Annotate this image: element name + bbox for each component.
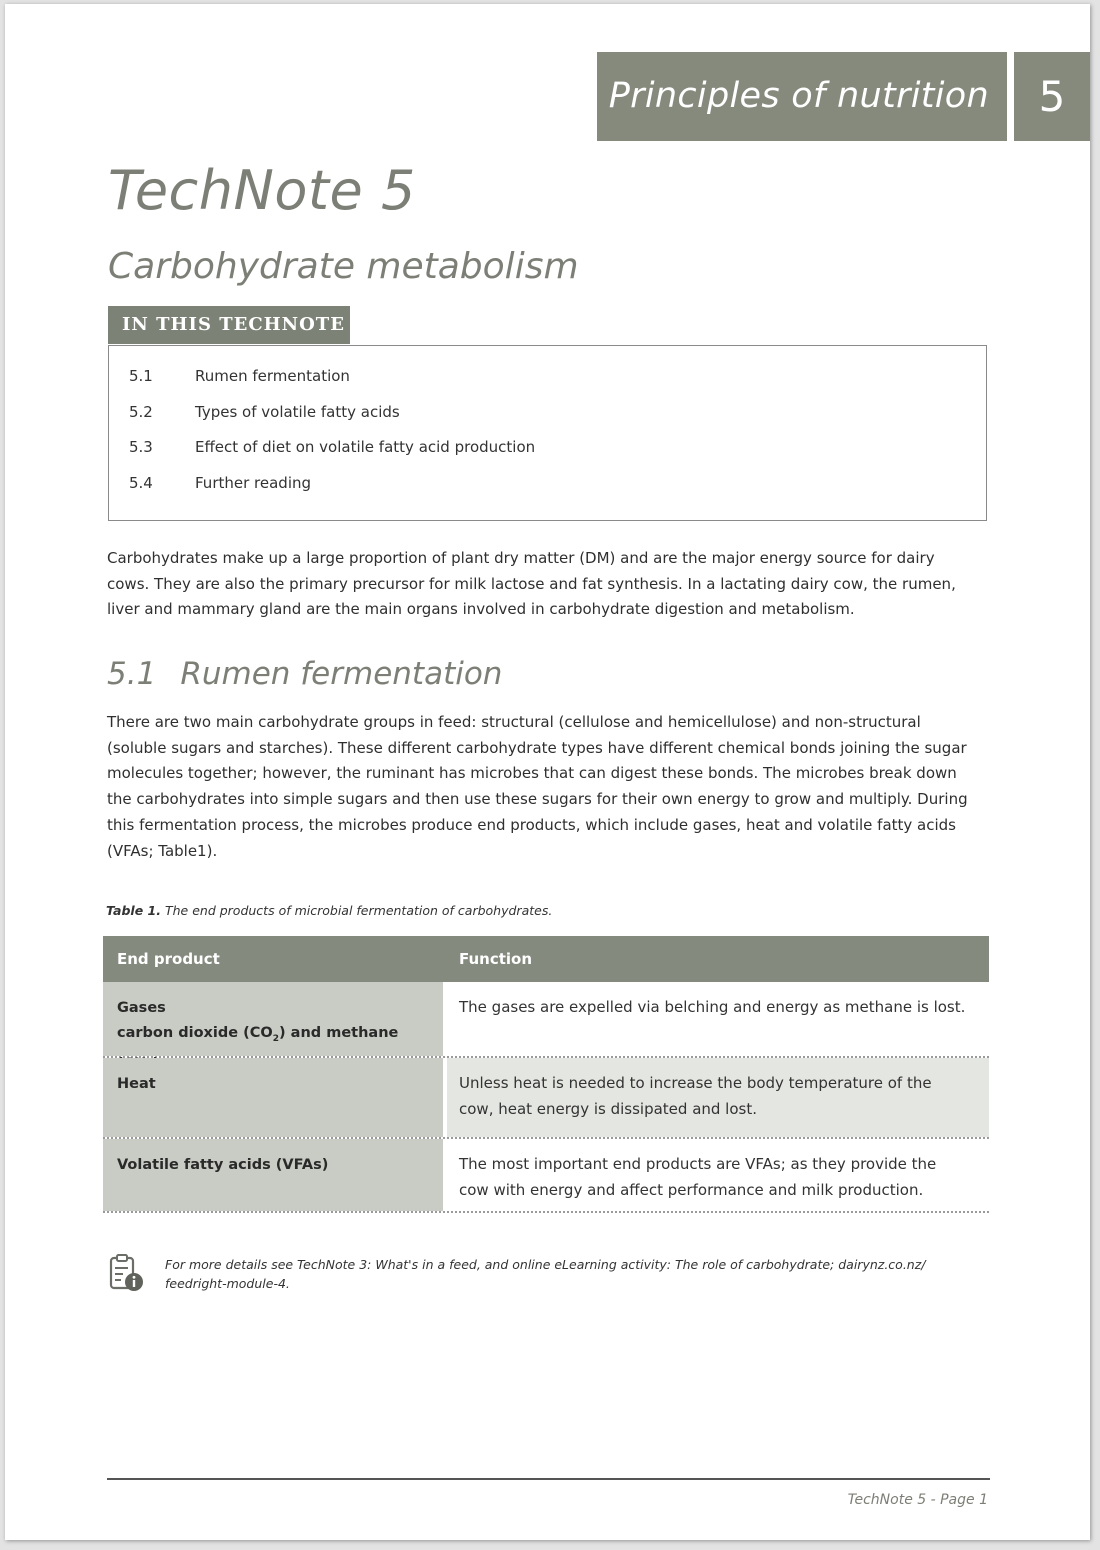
- page-subtitle: Carbohydrate metabolism: [108, 246, 579, 287]
- toc-item[interactable]: [129, 474, 311, 492]
- toc-item-number: 5.4: [129, 474, 153, 492]
- page-footer-label: TechNote 5 - Page 1: [847, 1492, 988, 1508]
- product-name: Gases: [117, 1000, 166, 1016]
- table-row: [103, 982, 989, 1058]
- document-page: [5, 4, 1090, 1540]
- footer-divider: [107, 1478, 990, 1480]
- end-products-table: [103, 936, 989, 1213]
- section-number-tab: 5: [1014, 52, 1090, 141]
- table-header-end-product: End product: [117, 950, 220, 968]
- toc-item-number: 5.2: [129, 403, 153, 421]
- toc-item-label: Effect of diet on volatile fatty acid production: [195, 438, 536, 456]
- table-cell-product: Volatile fatty acids (VFAs): [103, 1139, 445, 1211]
- table-header-row: [103, 936, 989, 982]
- toc-item-label: Further reading: [195, 474, 312, 492]
- section-title-tab: Principles of nutrition: [597, 52, 1007, 141]
- toc-item[interactable]: [129, 438, 535, 456]
- toc-item-number: 5.1: [129, 367, 153, 385]
- table-cell-product: Heat: [103, 1058, 445, 1137]
- info-document-icon: [108, 1253, 146, 1293]
- section-heading-label: Rumen fermentation: [180, 656, 503, 692]
- page-title: TechNote 5: [108, 159, 416, 222]
- toc-item-number: 5.3: [129, 438, 153, 456]
- section-heading: [107, 656, 502, 692]
- further-info-note: For more details see TechNote 3: What's in a feed, and online eLearning activity: The role of carbohydrate; dairynz.co.nz/ feedright-module-4.: [165, 1257, 926, 1291]
- table-caption: [106, 903, 552, 918]
- table-cell-product: [103, 982, 445, 1056]
- table-row: [103, 1139, 989, 1213]
- toc-box: [108, 345, 987, 521]
- intro-paragraph: Carbohydrates make up a large proportion of plant dry matter (DM) and are the major energy source for dairy cows. They are also the primary precursor for milk lactose and fat synthesis. In a lactating dairy cow, the rumen, liver and mammary gland are the main organs involved in carbohydrate digestion and metabolism.: [107, 549, 956, 619]
- table-row: [103, 1058, 989, 1139]
- toc-item-label: Rumen fermentation: [195, 367, 350, 385]
- table-caption-label: Table 1.: [106, 903, 161, 918]
- section-heading-number: 5.1: [107, 656, 157, 692]
- table-header-function: Function: [459, 950, 533, 968]
- toc-item-label: Types of volatile fatty acids: [195, 403, 400, 421]
- section-paragraph: There are two main carbohydrate groups in feed: structural (cellulose and hemicellulose) and non-structural (soluble sugars and starches). These different carbohydrate types have different chemical bonds joining the sugar molecules together; however, the ruminant has microbes that can digest these bonds. The microbes break down the carbohydrates into simple sugars and then use these sugars for their own energy to grow and multiply. During this fermentation process, the microbes produce end products, which include gases, heat and volatile fatty acids (VFAs; Table1).: [107, 713, 968, 860]
- toc-heading: IN THIS TECHNOTE: [108, 306, 350, 344]
- toc-item[interactable]: [129, 403, 400, 421]
- table-cell-function: Unless heat is needed to increase the body temperature of the cow, heat energy is dissipated and lost.: [447, 1058, 989, 1137]
- product-detail: carbon dioxide $(CO_2)$ and methane: [117, 1025, 399, 1044]
- table-cell-function: The gases are expelled via belching and energy as methane is lost.: [459, 998, 966, 1016]
- toc-item[interactable]: [129, 367, 350, 385]
- table-cell-function: The most important end products are VFAs; as they provide the cow with energy and affect performance and milk production.: [459, 1155, 937, 1199]
- table-caption-text: The end products of microbial fermentation of carbohydrates.: [164, 903, 553, 918]
